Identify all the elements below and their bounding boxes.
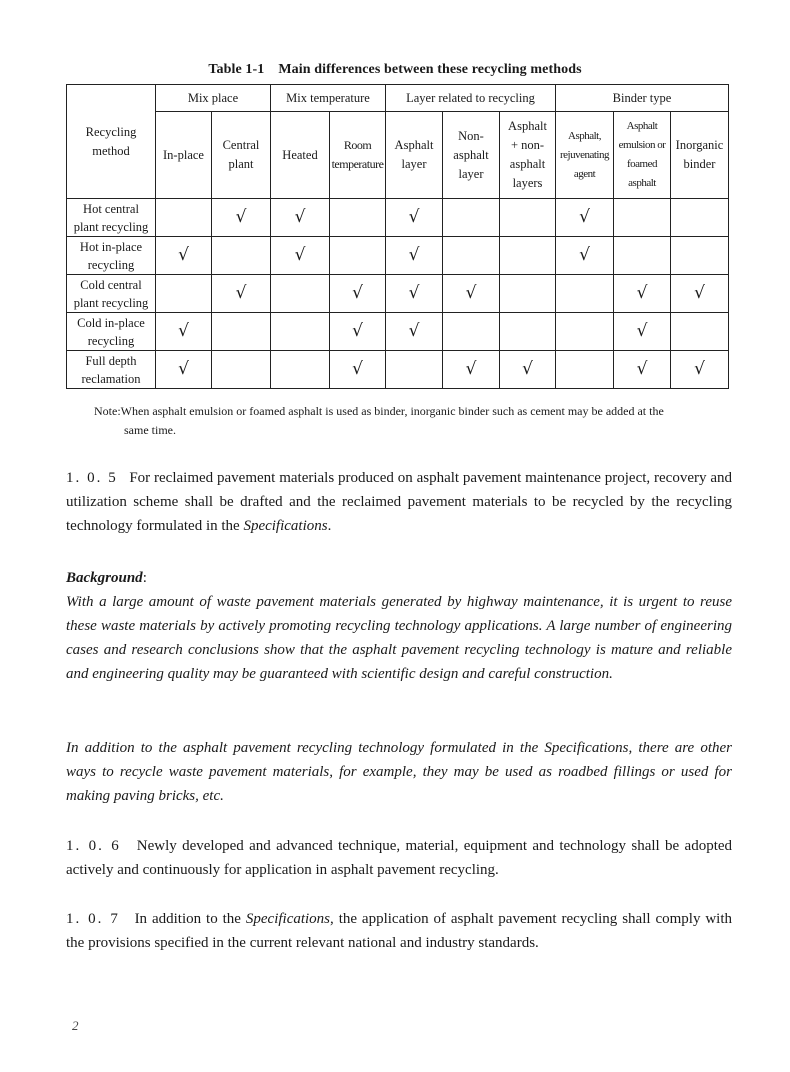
empty-cell: [212, 237, 271, 275]
clause-number: 1. 0. 6: [66, 838, 121, 854]
check-mark-cell: √: [386, 313, 443, 351]
clause-end: .: [327, 518, 332, 534]
check-mark-cell: √: [156, 237, 212, 275]
check-mark-cell: √: [330, 351, 386, 389]
empty-cell: [271, 351, 330, 389]
group-mix-temperature: Mix temperature: [271, 85, 386, 112]
check-mark-cell: √: [556, 237, 614, 275]
check-mark-cell: √: [500, 351, 556, 389]
clause-text: , the application of asphalt pavement recycling shall comply with the provisions specified in the current relevant national and industry standards.: [66, 911, 733, 951]
col-in-place: In-place: [156, 112, 212, 199]
check-mark-cell: √: [614, 351, 671, 389]
table-caption: Main differences between these recycling methods: [278, 62, 582, 77]
check-mark-cell: √: [271, 237, 330, 275]
empty-cell: [156, 199, 212, 237]
check-mark-cell: √: [271, 199, 330, 237]
empty-cell: [614, 199, 671, 237]
col-heated: Heated: [271, 112, 330, 199]
background-colon: :: [142, 570, 147, 586]
method-cell: Cold in-place recycling: [67, 313, 156, 351]
table-row: [67, 313, 729, 351]
empty-cell: [443, 237, 500, 275]
col-non-asphalt-layer: Non-asphalt layer: [443, 112, 500, 199]
check-mark-cell: √: [671, 351, 729, 389]
empty-cell: [556, 351, 614, 389]
empty-cell: [156, 275, 212, 313]
table-row: [67, 237, 729, 275]
clause-text: For reclaimed pavement materials produced on asphalt pavement maintenance project, recovery and utilization scheme shall be drafted and the reclaimed pavement materials to be recycled by the recycling technology formulated in the: [66, 470, 732, 534]
clause-1-0-6: [66, 834, 732, 882]
check-mark-cell: √: [156, 313, 212, 351]
empty-cell: [671, 199, 729, 237]
col-emulsion-foamed: Asphalt emulsion or foamed asphalt: [614, 112, 671, 199]
col-central-plant: Central plant: [212, 112, 271, 199]
specifications-ref: Specifications: [245, 911, 331, 927]
empty-cell: [500, 313, 556, 351]
empty-cell: [330, 237, 386, 275]
check-mark-cell: √: [443, 351, 500, 389]
empty-cell: [556, 275, 614, 313]
background-label: Background: [66, 570, 143, 586]
table-row: [67, 275, 729, 313]
empty-cell: [330, 199, 386, 237]
clause-number: 1. 0. 7: [66, 911, 120, 927]
check-mark-cell: √: [386, 275, 443, 313]
empty-cell: [271, 313, 330, 351]
check-mark-cell: √: [330, 313, 386, 351]
background-heading: [66, 566, 732, 590]
col-asphalt-rejuvenating: Asphalt, rejuvenating agent: [556, 112, 614, 199]
check-mark-cell: √: [386, 199, 443, 237]
check-mark-cell: √: [556, 199, 614, 237]
table-row: [67, 351, 729, 389]
table-row: [67, 199, 729, 237]
table-title: [0, 62, 790, 78]
table-number: Table 1-1: [208, 62, 265, 77]
check-mark-cell: √: [212, 199, 271, 237]
method-cell: Hot central plant recycling: [67, 199, 156, 237]
empty-cell: [671, 313, 729, 351]
empty-cell: [500, 237, 556, 275]
clause-text: Newly developed and advanced technique, material, equipment and technology shall be adopted actively and continuously for application in asphalt pavement recycling.: [66, 838, 733, 878]
empty-cell: [443, 313, 500, 351]
clause-number: 1. 0. 5: [66, 470, 118, 486]
check-mark-cell: √: [330, 275, 386, 313]
background-paragraph-1: With a large amount of waste pavement materials generated by highway maintenance, it is urgent to reuse these waste materials by actively promoting recycling technology applications. A large number of engineering cases and research conclusions show that the asphalt pavement recycling technology is mature and reliable and engineering quality may be guaranteed with scientific design and careful construction.: [66, 594, 732, 682]
check-mark-cell: √: [614, 313, 671, 351]
check-mark-cell: √: [443, 275, 500, 313]
check-mark-cell: √: [156, 351, 212, 389]
empty-cell: [500, 199, 556, 237]
empty-cell: [212, 351, 271, 389]
empty-cell: [443, 199, 500, 237]
col-room-temperature: Room temperature: [330, 112, 386, 199]
empty-cell: [386, 351, 443, 389]
page-number: 2: [72, 1018, 79, 1033]
check-mark-cell: √: [212, 275, 271, 313]
method-cell: Hot in-place recycling: [67, 237, 156, 275]
check-mark-cell: √: [386, 237, 443, 275]
empty-cell: [212, 313, 271, 351]
empty-cell: [614, 237, 671, 275]
background-paragraph-2: In addition to the asphalt pavement recycling technology formulated in the Specifications, there are other ways to recycle waste pavement materials, for example, they may be used as roadbed fillings or used for making paving bricks, etc.: [66, 740, 732, 804]
empty-cell: [271, 275, 330, 313]
col-inorganic-binder: Inorganic binder: [671, 112, 729, 199]
group-layer: Layer related to recycling: [386, 85, 556, 112]
col-asphalt-non-asphalt-layers: Asphalt + non-asphalt layers: [500, 112, 556, 199]
method-header: Recycling method: [67, 85, 156, 199]
clause-1-0-5: [66, 466, 732, 538]
empty-cell: [671, 237, 729, 275]
col-asphalt-layer: Asphalt layer: [386, 112, 443, 199]
note-line-2: same time.: [124, 423, 176, 437]
clause-pre: In addition to the: [134, 911, 241, 927]
method-cell: Cold central plant recycling: [67, 275, 156, 313]
check-mark-cell: √: [614, 275, 671, 313]
empty-cell: [556, 313, 614, 351]
group-binder: Binder type: [556, 85, 729, 112]
method-cell: Full depth reclamation: [67, 351, 156, 389]
table-note: [94, 402, 734, 440]
recycling-methods-table: [66, 84, 729, 389]
check-mark-cell: √: [671, 275, 729, 313]
group-mix-place: Mix place: [156, 85, 271, 112]
empty-cell: [500, 275, 556, 313]
clause-1-0-7: [66, 907, 732, 955]
note-line-1: Note:When asphalt emulsion or foamed asphalt is used as binder, inorganic binder such as cement may be added at the: [94, 404, 664, 418]
specifications-ref: Specifications: [243, 518, 328, 534]
